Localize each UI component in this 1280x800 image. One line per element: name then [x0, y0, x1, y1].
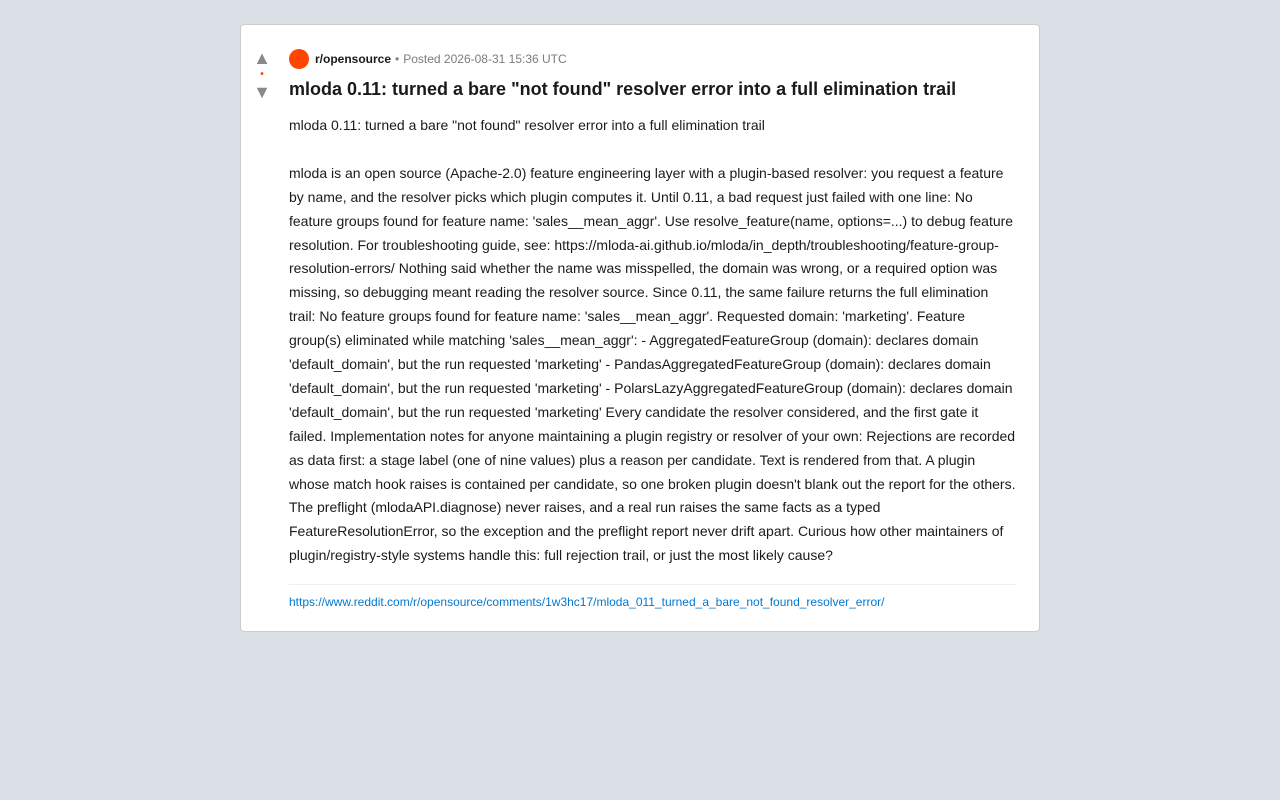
post-body-first-line: mloda 0.11: turned a bare "not found" resolver error into a full elimination trail: [289, 117, 765, 133]
post-body-text: mloda is an open source (Apache-2.0) feature engineering layer with a plugin-based resolver: you request a feature by name, and the resolver picks which plugin computes it. Until 0.11, a bad request just failed with one line: No feature groups found for feature name: 'sales__mean_aggr'. Use resolve_feature(name, options=...) to debug feature resolution. For troubleshooting guide, see: https://mloda-ai.github.io/mloda/in_depth/troubleshooting/feature-group-resolution-errors/ Nothing said whether the name was misspelled, the domain was wrong, or a required option was missing, so debugging meant reading the resolver source. Since 0.11, the same failure returns the full elimination trail: No feature groups found for feature name: 'sales__mean_aggr'. Requested domain: 'marketing'. Feature group(s) eliminated while matching 'sales__mean_aggr': - AggregatedFeatureGroup (domain): declares domain 'default_domain', but the run requested 'marketing' - PandasAggregatedFeatureGroup (domain): declares domain 'default_domain', but the run requested 'marketing' - PolarsLazyAggregatedFeatureGroup (domain): declares domain 'default_domain', but the run requested 'marketing' Every candidate the resolver considered, and the first gate it failed. Implementation notes for anyone maintaining a plugin registry or resolver of your own: Rejections are recorded as data first: a stage label (one of nine values) plus a reason per candidate. Text is rendered from that. A plugin whose match hook raises is contained per candidate, so one broken plugin doesn't blank out the report for the others. The preflight (mlodaAPI.diagnose) never raises, and a real run raises the same facts as a typed FeatureResolutionError, so the exception and the preflight report never drift apart. Curious how other maintainers of plugin/registry-style systems handle this: full rejection trail, or just the most likely cause?: [289, 164, 1016, 564]
post-permalink[interactable]: https://www.reddit.com/r/opensource/comments/1w3hc17/mloda_011_turned_a_bare_not_found_resolver_error/: [289, 595, 885, 610]
post-meta: [289, 49, 1017, 69]
meta-separator: •: [395, 52, 400, 66]
subreddit-avatar-icon[interactable]: [289, 49, 309, 69]
post-body: [289, 114, 1017, 568]
downvote-arrow-icon[interactable]: ▼: [253, 82, 271, 102]
score-dot: •: [260, 69, 264, 80]
post-card: [240, 24, 1040, 632]
post-timestamp: Posted 2026-08-31 15:36 UTC: [403, 52, 567, 66]
post-content: [289, 49, 1017, 609]
post-title[interactable]: mloda 0.11: turned a bare "not found" resolver error into a full elimination trail: [289, 79, 957, 99]
vote-column: [251, 48, 273, 102]
post-footer: [289, 584, 1017, 609]
subreddit-name[interactable]: r/opensource: [315, 52, 392, 66]
upvote-arrow-icon[interactable]: ▲: [253, 48, 271, 68]
